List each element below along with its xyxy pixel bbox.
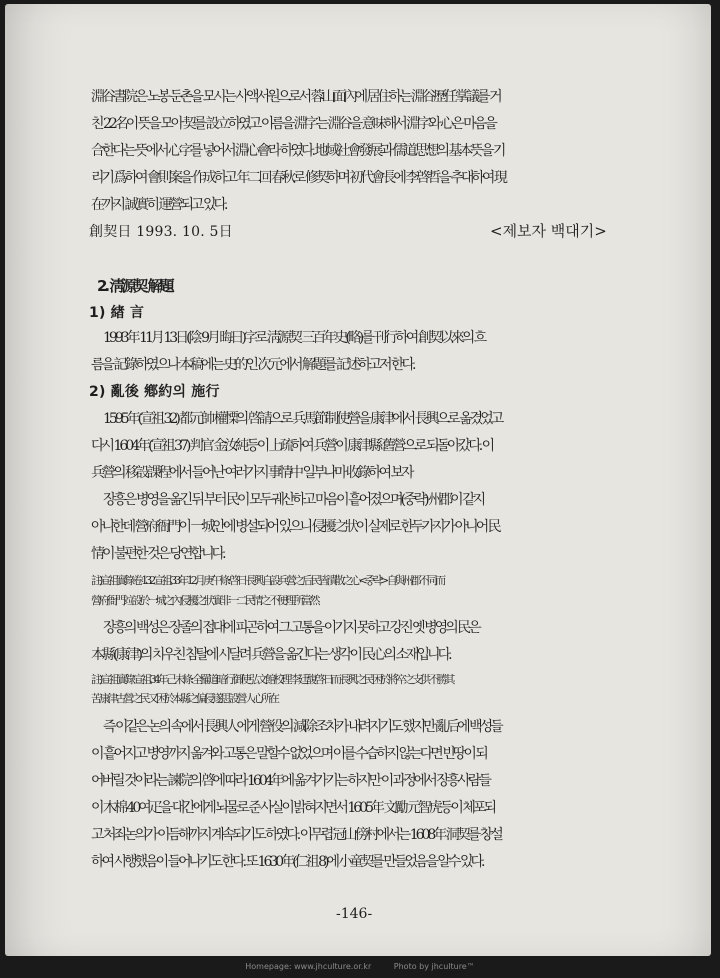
subsection-title: 2) 亂後 鄕約의 施行	[89, 384, 220, 400]
body-line: 하여 시행했음이 들어나기도 한다. 또 1630年(仁祖 8)에 小童契를 만들었음을 알수 있다.	[91, 854, 483, 870]
body-line: 장흥의 백성은 장졸의 접대에 피곤하여 그 고통을 이기지 못하고 강진 옛 병영의 民은	[103, 620, 479, 636]
body-line: 이 흩어지고 병영까지 옮겨와 고통은 말할수 없었으며 이를 수습하지 않는다면 빈땅이 되	[91, 746, 486, 762]
body-line: 장흥은 병영을 옮긴 뒤 부터 民이 모두 궤산하고 마음이 흩어졌으며(중략) 州郡이 같지	[103, 492, 484, 508]
body-line: 고 처죄논의가 이듬해까지 계속되기도 하였다. 이무렵 冠山傍村에서는 1608年 洞契를 창설	[91, 827, 501, 843]
photo-credit: Photo by jhculture™	[393, 962, 475, 971]
body-line: 本縣(康津)의 치우친 침탈에 시달려 兵營을 옮긴다는 생각이 民心의 소재입니다.	[91, 647, 450, 663]
reporter-credit: <제보자 백대기>	[490, 222, 607, 240]
intro-line: 合한다는 뜻에서 心字를 넣어서 淵心會라 하였다. 地域社會發展과 儒道思想의 基本뜻을 기	[91, 143, 504, 159]
body-line: 름을 記錄하였으나 本稿에는 史的인 次元에서 解題를 記述하고저 한다.	[91, 357, 414, 373]
footnote-line: 註)宣祖實錄 卷 132 宣祖 33年 12月 庚午條 : 啓日 長興 自設兵營之后 民皆潰散之心<중략> 自與州郡不同 而	[91, 574, 444, 587]
body-line: 1595年(宣祖 32) 都元帥 權慄의 啓請으로 兵馬節制使營을 康津에서 長興으로 옮겼었고	[103, 411, 502, 427]
section-title: 2. 淸源契 解題	[97, 277, 172, 295]
body-line: 다시 1604年(宣祖 37) 判官 金汝純등이 上疏하여 兵營이 康津縣 舊營으로 되돌아갔다. 이	[91, 438, 493, 454]
intro-line: 친 22名이 뜻을 모아 契를 設立하였고 이름을 淵字는 淵谷을 意味해서 淵字와 心은 마음을	[91, 116, 495, 132]
body-line: 兵營의 移設課程에서 들어난 여러가지 事情中 일부나마 收錄하여 보자	[91, 465, 412, 481]
date-line: 創契日 1993. 10. 5日	[89, 224, 233, 240]
subsection-title: 1) 緖 言	[89, 305, 145, 321]
homepage-credit: Homepage: www.jhculture.or.kr	[245, 962, 372, 971]
intro-line: 리기 爲하여 會則案을 作成하고 年二回 春秋로 修契하며 初代會長에 李啓哲을 추대하여 現	[91, 170, 505, 186]
body-line: 아니한데 營府衙門이 一城안에 병설되어 있으니 侵擾之狀이 실제로 한두가지가 아니어 民	[91, 519, 499, 535]
photo-footer	[0, 962, 720, 971]
body-line: 어버릴 것이라는 諫院의 啓에 따라 1604年에 옮겨가기는 하지만 이 과정에서 장흥사람들	[91, 773, 489, 789]
body-line: 이 木棉 40여疋을 대간에게 뇌물로 준 사실이 밝혀지면서 1605年 文勵 元智虎등이 체포되	[91, 800, 494, 816]
body-line: 즉 이같은 논의 속에서 長興人에게 營役의 減除조차가 내려지기도 했지만 亂后에 백성들	[103, 719, 501, 735]
footnote-line: 營府衙門 竝設於一城之內 侵擾之狀 實非一二民情之 不便 理所當然	[91, 594, 318, 607]
footnote-line: 註) 宣祖實錄 宣祖 34年 己未條 : 全羅道 暗行御使 弘文館 校理 李廷馥 啓 日而 長興之民 困於將卒之支供 不勝其	[91, 673, 453, 686]
body-line: 1993年 11月 13日(陰 9月 晦日)字로 淸源契 三百年史(略)를 刊行하여 創契以來의 흐	[103, 330, 485, 346]
intro-line: 在까지 誠實히 運營되고 있다.	[91, 197, 226, 213]
body-line: 情이 불편한 것은 당연합니다.	[91, 546, 224, 562]
footnote-line: 苦 康津古營之民 又困於本縣之偏侵 遂思設營 人心所在	[91, 692, 277, 705]
intro-line: 淵谷書院은 노봉 둔촌을 모시는 사액서원으로서 蓉山面內에 居住하는 淵谷歷任掌議를 거	[91, 89, 500, 105]
page-number: -146-	[336, 906, 373, 922]
